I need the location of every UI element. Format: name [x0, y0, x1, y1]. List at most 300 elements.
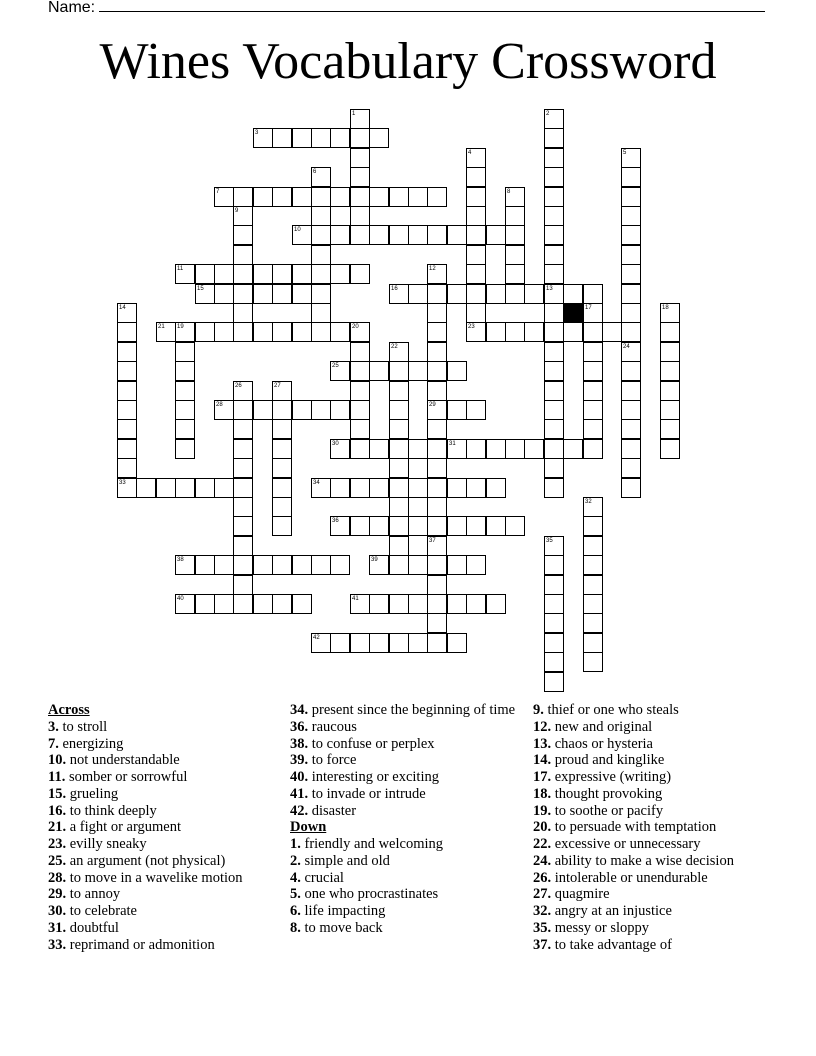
grid-cell[interactable] — [311, 400, 331, 420]
grid-cell[interactable] — [272, 264, 292, 284]
grid-cell[interactable] — [175, 478, 195, 498]
grid-cell[interactable] — [427, 516, 447, 536]
grid-cell[interactable] — [389, 536, 409, 556]
grid-cell[interactable] — [233, 478, 253, 498]
grid-cell[interactable] — [272, 187, 292, 207]
grid-cell[interactable] — [233, 284, 253, 304]
grid-cell[interactable] — [233, 303, 253, 323]
grid-cell[interactable] — [447, 594, 467, 614]
grid-cell[interactable] — [253, 322, 273, 342]
grid-cell[interactable] — [369, 225, 389, 245]
grid-cell[interactable] — [350, 264, 370, 284]
grid-cell[interactable] — [389, 458, 409, 478]
grid-cell[interactable] — [466, 303, 486, 323]
grid-cell[interactable] — [350, 206, 370, 226]
grid-cell[interactable] — [311, 264, 331, 284]
grid-cell[interactable] — [233, 187, 253, 207]
grid-cell[interactable] — [544, 148, 564, 168]
grid-cell[interactable] — [660, 322, 680, 342]
grid-cell[interactable] — [466, 225, 486, 245]
grid-cell[interactable] — [544, 672, 564, 692]
grid-cell[interactable] — [369, 516, 389, 536]
grid-cell[interactable] — [253, 594, 273, 614]
grid-cell[interactable] — [117, 381, 137, 401]
grid-cell[interactable] — [447, 284, 467, 304]
grid-cell[interactable] — [621, 381, 641, 401]
grid-cell[interactable] — [233, 594, 253, 614]
grid-cell[interactable] — [486, 439, 506, 459]
grid-cell[interactable] — [369, 439, 389, 459]
grid-cell[interactable] — [330, 187, 350, 207]
grid-cell[interactable] — [427, 419, 447, 439]
grid-cell[interactable] — [117, 439, 137, 459]
grid-cell[interactable] — [350, 225, 370, 245]
grid-cell[interactable] — [427, 497, 447, 517]
grid-cell[interactable] — [563, 322, 583, 342]
grid-cell[interactable] — [408, 361, 428, 381]
grid-cell[interactable] — [583, 536, 603, 556]
grid-cell[interactable] — [330, 400, 350, 420]
grid-cell[interactable] — [583, 381, 603, 401]
grid-cell[interactable] — [195, 264, 215, 284]
grid-cell[interactable] — [350, 439, 370, 459]
grid-cell[interactable] — [253, 264, 273, 284]
grid-cell[interactable] — [408, 439, 428, 459]
grid-cell[interactable] — [544, 225, 564, 245]
grid-cell[interactable] — [544, 478, 564, 498]
grid-cell[interactable] — [389, 381, 409, 401]
grid-cell[interactable] — [272, 284, 292, 304]
grid-cell[interactable] — [427, 381, 447, 401]
grid-cell[interactable] — [583, 575, 603, 595]
clue-number: 22. — [533, 836, 552, 852]
grid-cell[interactable] — [272, 478, 292, 498]
grid-cell[interactable] — [544, 555, 564, 575]
grid-cell[interactable] — [544, 381, 564, 401]
grid-cell[interactable] — [621, 225, 641, 245]
grid-cell[interactable] — [292, 594, 312, 614]
grid-cell[interactable] — [389, 594, 409, 614]
across-clue-3: 3. to stroll — [48, 718, 108, 735]
grid-cell[interactable] — [175, 400, 195, 420]
grid-cell[interactable] — [195, 555, 215, 575]
grid-cell[interactable] — [466, 594, 486, 614]
grid-cell[interactable] — [621, 264, 641, 284]
grid-cell[interactable] — [544, 419, 564, 439]
grid-cell[interactable] — [486, 284, 506, 304]
grid-cell[interactable] — [583, 613, 603, 633]
grid-cell[interactable] — [583, 652, 603, 672]
cell-number: 12 — [429, 266, 436, 272]
grid-cell[interactable] — [583, 361, 603, 381]
grid-cell[interactable] — [350, 128, 370, 148]
grid-cell[interactable] — [583, 594, 603, 614]
grid-cell[interactable] — [233, 516, 253, 536]
grid-cell[interactable] — [427, 555, 447, 575]
cell-number: 40 — [177, 596, 184, 602]
grid-cell[interactable] — [311, 187, 331, 207]
grid-cell[interactable] — [272, 516, 292, 536]
grid-cell[interactable] — [544, 439, 564, 459]
grid-cell[interactable] — [524, 439, 544, 459]
grid-cell[interactable] — [544, 167, 564, 187]
grid-cell[interactable] — [505, 245, 525, 265]
grid-cell[interactable] — [544, 613, 564, 633]
grid-cell[interactable] — [505, 206, 525, 226]
grid-cell[interactable] — [583, 322, 603, 342]
grid-cell[interactable] — [389, 516, 409, 536]
grid-cell[interactable] — [233, 458, 253, 478]
grid-cell[interactable] — [233, 322, 253, 342]
grid-cell[interactable] — [621, 303, 641, 323]
grid-cell[interactable] — [544, 303, 564, 323]
grid-cell[interactable] — [233, 264, 253, 284]
grid-cell[interactable] — [486, 594, 506, 614]
grid-cell[interactable] — [466, 264, 486, 284]
grid-cell[interactable] — [621, 458, 641, 478]
grid-cell[interactable] — [350, 381, 370, 401]
grid-cell[interactable] — [389, 439, 409, 459]
grid-cell[interactable] — [272, 322, 292, 342]
grid-cell[interactable] — [369, 633, 389, 653]
grid-cell[interactable] — [350, 148, 370, 168]
grid-cell[interactable] — [292, 322, 312, 342]
clue-number: 2. — [290, 852, 301, 869]
grid-cell[interactable] — [311, 284, 331, 304]
grid-cell[interactable] — [544, 206, 564, 226]
grid-cell[interactable] — [621, 361, 641, 381]
grid-cell[interactable] — [233, 419, 253, 439]
grid-cell[interactable] — [544, 361, 564, 381]
grid-cell[interactable] — [292, 400, 312, 420]
grid-cell[interactable] — [214, 594, 234, 614]
grid-cell[interactable] — [621, 400, 641, 420]
grid-cell[interactable] — [486, 225, 506, 245]
grid-cell[interactable] — [447, 400, 467, 420]
grid-cell[interactable] — [621, 245, 641, 265]
grid-cell[interactable] — [466, 187, 486, 207]
grid-cell[interactable] — [272, 419, 292, 439]
grid-cell[interactable] — [427, 322, 447, 342]
grid-cell[interactable] — [447, 361, 467, 381]
grid-cell[interactable] — [117, 458, 137, 478]
grid-cell[interactable] — [583, 419, 603, 439]
grid-cell[interactable] — [466, 245, 486, 265]
grid-cell[interactable] — [369, 128, 389, 148]
grid-cell[interactable] — [311, 555, 331, 575]
grid-cell[interactable] — [427, 225, 447, 245]
grid-cell[interactable] — [311, 322, 331, 342]
grid-cell[interactable] — [447, 516, 467, 536]
grid-cell[interactable] — [175, 439, 195, 459]
cell-number: 25 — [332, 363, 339, 369]
grid-cell[interactable] — [214, 264, 234, 284]
grid-cell[interactable] — [233, 439, 253, 459]
grid-cell[interactable] — [330, 264, 350, 284]
across-clue-23: 23. evilly sneaky — [48, 836, 147, 852]
grid-cell[interactable] — [350, 478, 370, 498]
grid-cell[interactable] — [447, 555, 467, 575]
grid-cell[interactable] — [544, 128, 564, 148]
grid-cell[interactable] — [408, 633, 428, 653]
grid-cell[interactable] — [544, 594, 564, 614]
grid-cell[interactable] — [389, 478, 409, 498]
grid-cell[interactable] — [369, 361, 389, 381]
grid-cell[interactable] — [505, 439, 525, 459]
cell-number: 32 — [585, 499, 592, 505]
grid-cell[interactable] — [660, 361, 680, 381]
grid-cell[interactable] — [272, 400, 292, 420]
grid-cell[interactable] — [195, 478, 215, 498]
down-clue-6: 6. life impacting — [290, 903, 386, 919]
grid-cell[interactable] — [330, 555, 350, 575]
grid-cell[interactable] — [389, 187, 409, 207]
grid-cell[interactable] — [389, 419, 409, 439]
grid-cell[interactable] — [272, 439, 292, 459]
grid-cell[interactable] — [408, 594, 428, 614]
grid-cell[interactable] — [272, 594, 292, 614]
grid-cell[interactable] — [660, 419, 680, 439]
grid-cell[interactable] — [466, 555, 486, 575]
grid-cell[interactable] — [214, 284, 234, 304]
grid-cell[interactable] — [427, 187, 447, 207]
grid-cell[interactable] — [311, 206, 331, 226]
clue-number: 6. — [290, 903, 301, 919]
grid-cell[interactable] — [660, 439, 680, 459]
grid-cell[interactable] — [427, 478, 447, 498]
grid-cell[interactable] — [660, 381, 680, 401]
grid-cell[interactable] — [175, 361, 195, 381]
grid-cell[interactable] — [447, 633, 467, 653]
grid-cell[interactable] — [408, 187, 428, 207]
grid-cell[interactable] — [253, 284, 273, 304]
grid-cell[interactable] — [660, 400, 680, 420]
down-clue-26: 26. intolerable or unendurable — [533, 869, 708, 886]
across-clue-21: 21. a fight or argument — [48, 819, 182, 836]
grid-cell[interactable] — [253, 555, 273, 575]
grid-cell[interactable] — [544, 187, 564, 207]
grid-cell[interactable] — [583, 633, 603, 653]
grid-cell[interactable] — [408, 284, 428, 304]
grid-cell[interactable] — [427, 633, 447, 653]
across-clue-41: 41. to invade or intrude — [290, 785, 426, 802]
grid-cell[interactable] — [369, 478, 389, 498]
grid-cell[interactable] — [544, 400, 564, 420]
grid-cell[interactable] — [350, 633, 370, 653]
grid-cell[interactable] — [563, 284, 583, 304]
grid-cell[interactable] — [505, 264, 525, 284]
grid-cell[interactable] — [233, 555, 253, 575]
grid-cell[interactable] — [408, 516, 428, 536]
grid-cell[interactable] — [350, 361, 370, 381]
grid-cell[interactable] — [253, 400, 273, 420]
grid-cell[interactable] — [292, 555, 312, 575]
grid-cell[interactable] — [408, 225, 428, 245]
grid-cell[interactable] — [350, 167, 370, 187]
grid-cell[interactable] — [427, 458, 447, 478]
grid-cell[interactable] — [621, 187, 641, 207]
grid-cell[interactable] — [272, 555, 292, 575]
grid-cell[interactable] — [524, 284, 544, 304]
grid-cell[interactable] — [427, 613, 447, 633]
grid-cell[interactable] — [427, 361, 447, 381]
grid-cell[interactable] — [408, 555, 428, 575]
grid-cell[interactable] — [350, 400, 370, 420]
grid-cell[interactable] — [427, 303, 447, 323]
across-heading: Across — [48, 702, 90, 718]
grid-cell[interactable] — [272, 128, 292, 148]
grid-cell[interactable] — [466, 284, 486, 304]
grid-cell[interactable] — [486, 516, 506, 536]
grid-cell[interactable] — [447, 478, 467, 498]
grid-cell[interactable] — [621, 167, 641, 187]
grid-cell[interactable] — [214, 555, 234, 575]
grid-cell[interactable] — [621, 284, 641, 304]
grid-cell[interactable] — [466, 167, 486, 187]
grid-cell[interactable] — [175, 381, 195, 401]
grid-cell[interactable] — [660, 342, 680, 362]
grid-cell[interactable] — [602, 322, 622, 342]
grid-cell[interactable] — [330, 322, 350, 342]
grid-cell[interactable] — [621, 439, 641, 459]
grid-cell[interactable] — [427, 342, 447, 362]
grid-cell[interactable] — [214, 322, 234, 342]
grid-cell[interactable] — [292, 264, 312, 284]
grid-cell[interactable] — [544, 264, 564, 284]
grid-cell[interactable] — [233, 497, 253, 517]
grid-cell[interactable] — [583, 400, 603, 420]
grid-cell[interactable] — [544, 633, 564, 653]
grid-cell[interactable] — [117, 322, 137, 342]
grid-cell[interactable] — [447, 225, 467, 245]
grid-cell[interactable] — [505, 516, 525, 536]
grid-cell[interactable] — [466, 439, 486, 459]
grid-cell[interactable] — [544, 322, 564, 342]
grid-cell[interactable] — [583, 555, 603, 575]
grid-cell[interactable] — [369, 594, 389, 614]
grid-cell[interactable] — [233, 536, 253, 556]
grid-cell[interactable] — [330, 128, 350, 148]
grid-cell[interactable] — [311, 245, 331, 265]
grid-cell[interactable] — [311, 128, 331, 148]
grid-cell[interactable] — [505, 322, 525, 342]
clue-number: 31. — [48, 919, 67, 936]
grid-cell[interactable] — [253, 187, 273, 207]
grid-cell[interactable] — [466, 400, 486, 420]
grid-cell[interactable] — [544, 652, 564, 672]
grid-cell[interactable] — [389, 361, 409, 381]
cell-number: 5 — [623, 150, 627, 156]
grid-cell[interactable] — [136, 478, 156, 498]
grid-cell[interactable] — [195, 594, 215, 614]
grid-cell[interactable] — [427, 284, 447, 304]
clue-number: 28. — [48, 869, 67, 886]
grid-cell[interactable] — [233, 400, 253, 420]
down-clue-37: 37. to take advantage of — [533, 936, 672, 953]
grid-cell[interactable] — [621, 322, 641, 342]
grid-cell[interactable] — [544, 245, 564, 265]
grid-cell[interactable] — [389, 497, 409, 517]
grid-cell[interactable] — [311, 225, 331, 245]
across-clue-29: 29. to annoy — [48, 886, 121, 903]
grid-cell[interactable] — [330, 633, 350, 653]
cell-number: 26 — [235, 383, 242, 389]
grid-cell[interactable] — [233, 225, 253, 245]
cell-number: 37 — [429, 538, 436, 544]
grid-cell[interactable] — [350, 516, 370, 536]
grid-cell[interactable] — [175, 419, 195, 439]
grid-cell[interactable] — [583, 516, 603, 536]
clue-column-2 — [290, 702, 518, 937]
across-clue-36: 36. raucous — [290, 718, 357, 735]
grid-cell[interactable] — [389, 633, 409, 653]
clue-number: 29. — [48, 886, 67, 903]
grid-cell[interactable] — [544, 458, 564, 478]
grid-cell[interactable] — [427, 439, 447, 459]
grid-cell[interactable] — [272, 497, 292, 517]
grid-cell[interactable] — [350, 419, 370, 439]
grid-cell[interactable] — [466, 478, 486, 498]
grid-cell[interactable] — [505, 225, 525, 245]
grid-cell[interactable] — [583, 342, 603, 362]
grid-cell[interactable] — [195, 322, 215, 342]
grid-cell[interactable] — [621, 419, 641, 439]
grid-cell[interactable] — [621, 478, 641, 498]
grid-cell[interactable] — [350, 187, 370, 207]
grid-cell[interactable] — [389, 225, 409, 245]
grid-cell[interactable] — [311, 303, 331, 323]
cell-number: 27 — [274, 383, 281, 389]
grid-cell[interactable] — [233, 245, 253, 265]
grid-cell[interactable] — [427, 594, 447, 614]
grid-cell[interactable] — [330, 478, 350, 498]
grid-cell[interactable] — [544, 575, 564, 595]
grid-cell[interactable] — [427, 575, 447, 595]
grid-cell[interactable] — [350, 342, 370, 362]
grid-cell[interactable] — [544, 342, 564, 362]
grid-cell[interactable] — [330, 225, 350, 245]
grid-cell[interactable] — [621, 206, 641, 226]
grid-cell[interactable] — [466, 206, 486, 226]
cell-number: 38 — [177, 557, 184, 563]
grid-cell[interactable] — [214, 478, 234, 498]
grid-cell[interactable] — [408, 478, 428, 498]
grid-cell[interactable] — [563, 439, 583, 459]
grid-cell[interactable] — [486, 322, 506, 342]
grid-cell[interactable] — [117, 419, 137, 439]
grid-cell[interactable] — [486, 478, 506, 498]
grid-cell[interactable] — [369, 187, 389, 207]
grid-cell[interactable] — [117, 361, 137, 381]
grid-cell[interactable] — [233, 575, 253, 595]
grid-cell[interactable] — [389, 400, 409, 420]
grid-cell[interactable] — [156, 478, 176, 498]
grid-cell[interactable] — [272, 458, 292, 478]
grid-cell[interactable] — [524, 322, 544, 342]
grid-cell[interactable] — [292, 128, 312, 148]
grid-cell[interactable] — [117, 400, 137, 420]
grid-cell[interactable] — [583, 439, 603, 459]
grid-cell[interactable] — [175, 342, 195, 362]
grid-cell[interactable] — [389, 555, 409, 575]
across-clue-10: 10. not understandable — [48, 752, 180, 769]
grid-cell[interactable] — [292, 284, 312, 304]
grid-cell[interactable] — [117, 342, 137, 362]
grid-cell[interactable] — [292, 187, 312, 207]
grid-cell[interactable] — [583, 284, 603, 304]
grid-cell[interactable] — [505, 284, 525, 304]
grid-cell[interactable] — [466, 516, 486, 536]
